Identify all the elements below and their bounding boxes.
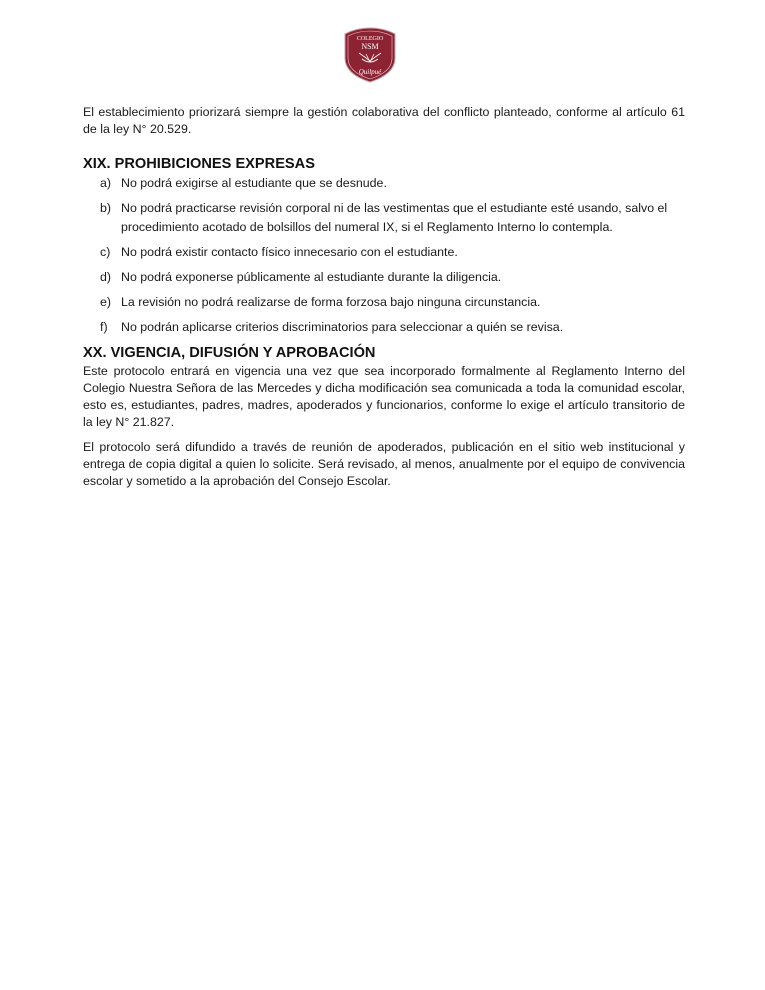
list-item-text: La revisión no podrá realizarse de forma forzosa bajo ninguna circunstancia. <box>121 295 541 309</box>
vigencia-paragraph: Este protocolo entrará en vigencia una vez que sea incorporado formalmente al Reglamento Interno del Colegio Nuestra Señora de las Mercedes y dicha modificación sea comunicada a toda la comunidad escolar, esto es, estudiantes, padres, madres, apoderados y funcionarios, conforme lo exige el artículo transitorio de la ley N° 21.827. <box>83 364 685 429</box>
list-item <box>83 199 685 237</box>
list-item <box>83 268 685 287</box>
list-item-text: No podrán aplicarse criterios discriminatorios para seleccionar a quién se revisa. <box>121 320 564 334</box>
list-item-text: No podrá exponerse públicamente al estudiante durante la diligencia. <box>121 270 502 284</box>
list-marker: e) <box>100 295 112 309</box>
list-marker: c) <box>100 245 111 259</box>
difusion-paragraph: El protocolo será difundido a través de reunión de apoderados, publicación en el sitio web institucional y entrega de copia digital a quien lo solicite. Será revisado, al menos, anualmente por el equipo de convivencia escolar y sometido a la aprobación del Consejo Escolar. <box>83 440 685 488</box>
list-marker: d) <box>100 270 112 284</box>
school-crest-logo <box>341 26 399 84</box>
crest-shield-icon <box>341 26 399 84</box>
list-marker: a) <box>100 176 112 190</box>
logo-line2: NSM <box>361 42 379 51</box>
section-xx-heading: XX. VIGENCIA, DIFUSIÓN Y APROBACIÓN <box>83 345 376 361</box>
logo-line1: COLEGIO <box>356 36 384 42</box>
list-item-text: No podrá practicarse revisión corporal ni de las vestimentas que el estudiante esté usando, salvo el procedimiento acotado de bolsillos del numeral IX, si el Reglamento Interno lo contempla. <box>121 201 668 234</box>
list-item-text: No podrá existir contacto físico innecesario con el estudiante. <box>121 245 458 259</box>
list-item <box>83 293 685 312</box>
list-item-text: No podrá exigirse al estudiante que se desnude. <box>121 176 387 190</box>
document-body <box>83 104 685 490</box>
list-marker: b) <box>100 201 112 215</box>
list-item <box>83 243 685 262</box>
list-marker: f) <box>100 320 108 334</box>
intro-paragraph: El establecimiento priorizará siempre la gestión colaborativa del conflicto planteado, conforme al artículo 61 de la ley N° 20.529. <box>83 105 685 136</box>
list-item <box>83 318 685 337</box>
logo-line3: Quilpué <box>358 68 382 76</box>
section-xix-heading: XIX. PROHIBICIONES EXPRESAS <box>83 156 315 172</box>
list-item <box>83 174 685 193</box>
prohibitions-list <box>83 174 685 337</box>
